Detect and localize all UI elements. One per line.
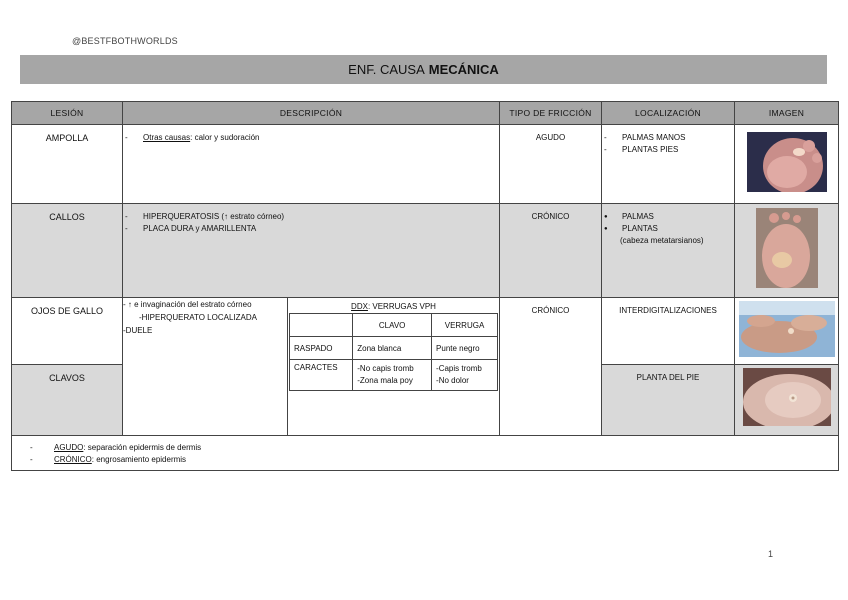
desc-ojos-3: -DUELE [123,326,153,335]
ddx-row-raspado: RASPADO [290,337,353,360]
ddx-corner [290,314,353,337]
desc-ojos-2: -HIPERQUERATO LOCALIZADA [139,313,257,322]
desc-ojos-1: - ↑ e invaginación del estrato córneo [123,300,252,309]
ddx-cell [288,298,500,436]
tipo-ampolla: AGUDO [500,125,602,204]
page-number: 1 [768,549,774,559]
desc-callos-2: - PLACA DURA y AMARILLENTA [125,223,499,235]
ddx-col-clavo: CLAVO [353,314,432,337]
title-bold: MECÁNICA [428,62,499,77]
table-header-row [12,102,839,125]
footer-agudo-label: AGUDO [54,443,84,452]
image-ojos-cell [735,298,839,365]
table-row-ojos-de-gallo [12,298,839,365]
table-footer-row [12,436,839,471]
loc-callos-2: ● PLANTAS [604,223,734,235]
ddx-caractes-verruga-2: -No dolor [436,376,469,385]
ddx-caractes-clavo [353,360,432,391]
table-row-ampolla [12,125,839,204]
ddx-caractes-clavo-2: -Zona mala poy [357,376,413,385]
footer-agudo [30,442,838,454]
ddx-col-verruga: VERRUGA [432,314,498,337]
ddx-raspado-verruga: Punte negro [432,337,498,360]
desc-ampolla-label: Otras causas [143,133,191,142]
title-prefix: ENF. CAUSA [348,62,425,77]
loc-ampolla-1: - PALMAS MANOS [604,132,734,144]
tipo-callos: CRÓNICO [500,204,602,298]
loc-clavos: PLANTA DEL PIE [602,365,735,436]
footer-agudo-text: : separación epidermis de dermis [83,443,202,452]
header-lesion: LESIÓN [12,102,123,125]
interdigital-foot-photo [739,301,835,357]
header-imagen: IMAGEN [735,102,839,125]
header-tipo: TIPO DE FRICCIÓN [500,102,602,125]
ddx-raspado-clavo: Zona blanca [353,337,432,360]
tipo-ojos-clavos: CRÓNICO [500,298,602,436]
author-handle: @BESTFBOTHWORLDS [72,36,178,46]
ddx-caractes-verruga-1: -Capis tromb [436,364,482,373]
loc-ampolla-2: - PLANTAS PIES [604,144,734,156]
image-callos-cell [735,204,839,298]
ddx-caractes-verruga [432,360,498,391]
desc-ojos-clavos [123,298,288,436]
image-clavos-cell [735,365,839,436]
image-ampolla-cell [735,125,839,204]
desc-ampolla [123,125,500,204]
loc-ampolla [602,125,735,204]
callus-foot-photo [756,208,818,288]
lesion-callos: CALLOS [12,204,123,298]
footer-cronico [30,454,838,466]
loc-callos-3: (cabeza metatarsianos) [620,236,704,245]
lesion-clavos: CLAVOS [12,365,123,436]
desc-callos-1: - HIPERQUERATOSIS (↑ estrato córneo) [125,211,499,223]
ddx-label: DDX [351,302,368,311]
desc-ampolla-text: : calor y sudoración [190,133,260,142]
plantar-corn-photo [743,368,831,426]
loc-ojos: INTERDIGITALIZACIONES [602,298,735,365]
lesion-table [11,101,839,471]
footer-notes [12,436,839,471]
header-localizacion: LOCALIZACIÓN [602,102,735,125]
ddx-title [288,298,499,313]
blister-foot-photo [747,132,827,192]
ddx-row-caractes: CARACTES [290,360,353,391]
lesion-ampolla: AMPOLLA [12,125,123,204]
ddx-table [289,313,498,391]
footer-cronico-text: : engrosamiento epidermis [91,455,187,464]
header-descripcion: DESCRIPCIÓN [123,102,500,125]
lesion-ojos-de-gallo: OJOS DE GALLO [12,298,123,365]
footer-cronico-label: CRÓNICO [54,455,92,464]
loc-callos-1: ● PALMAS [604,211,734,223]
page-title [20,55,827,84]
table-row-callos [12,204,839,298]
loc-callos [602,204,735,298]
desc-callos [123,204,500,298]
ddx-caractes-clavo-1: -No capis tromb [357,364,414,373]
ddx-title-rest: : VERRUGAS VPH [367,302,436,311]
